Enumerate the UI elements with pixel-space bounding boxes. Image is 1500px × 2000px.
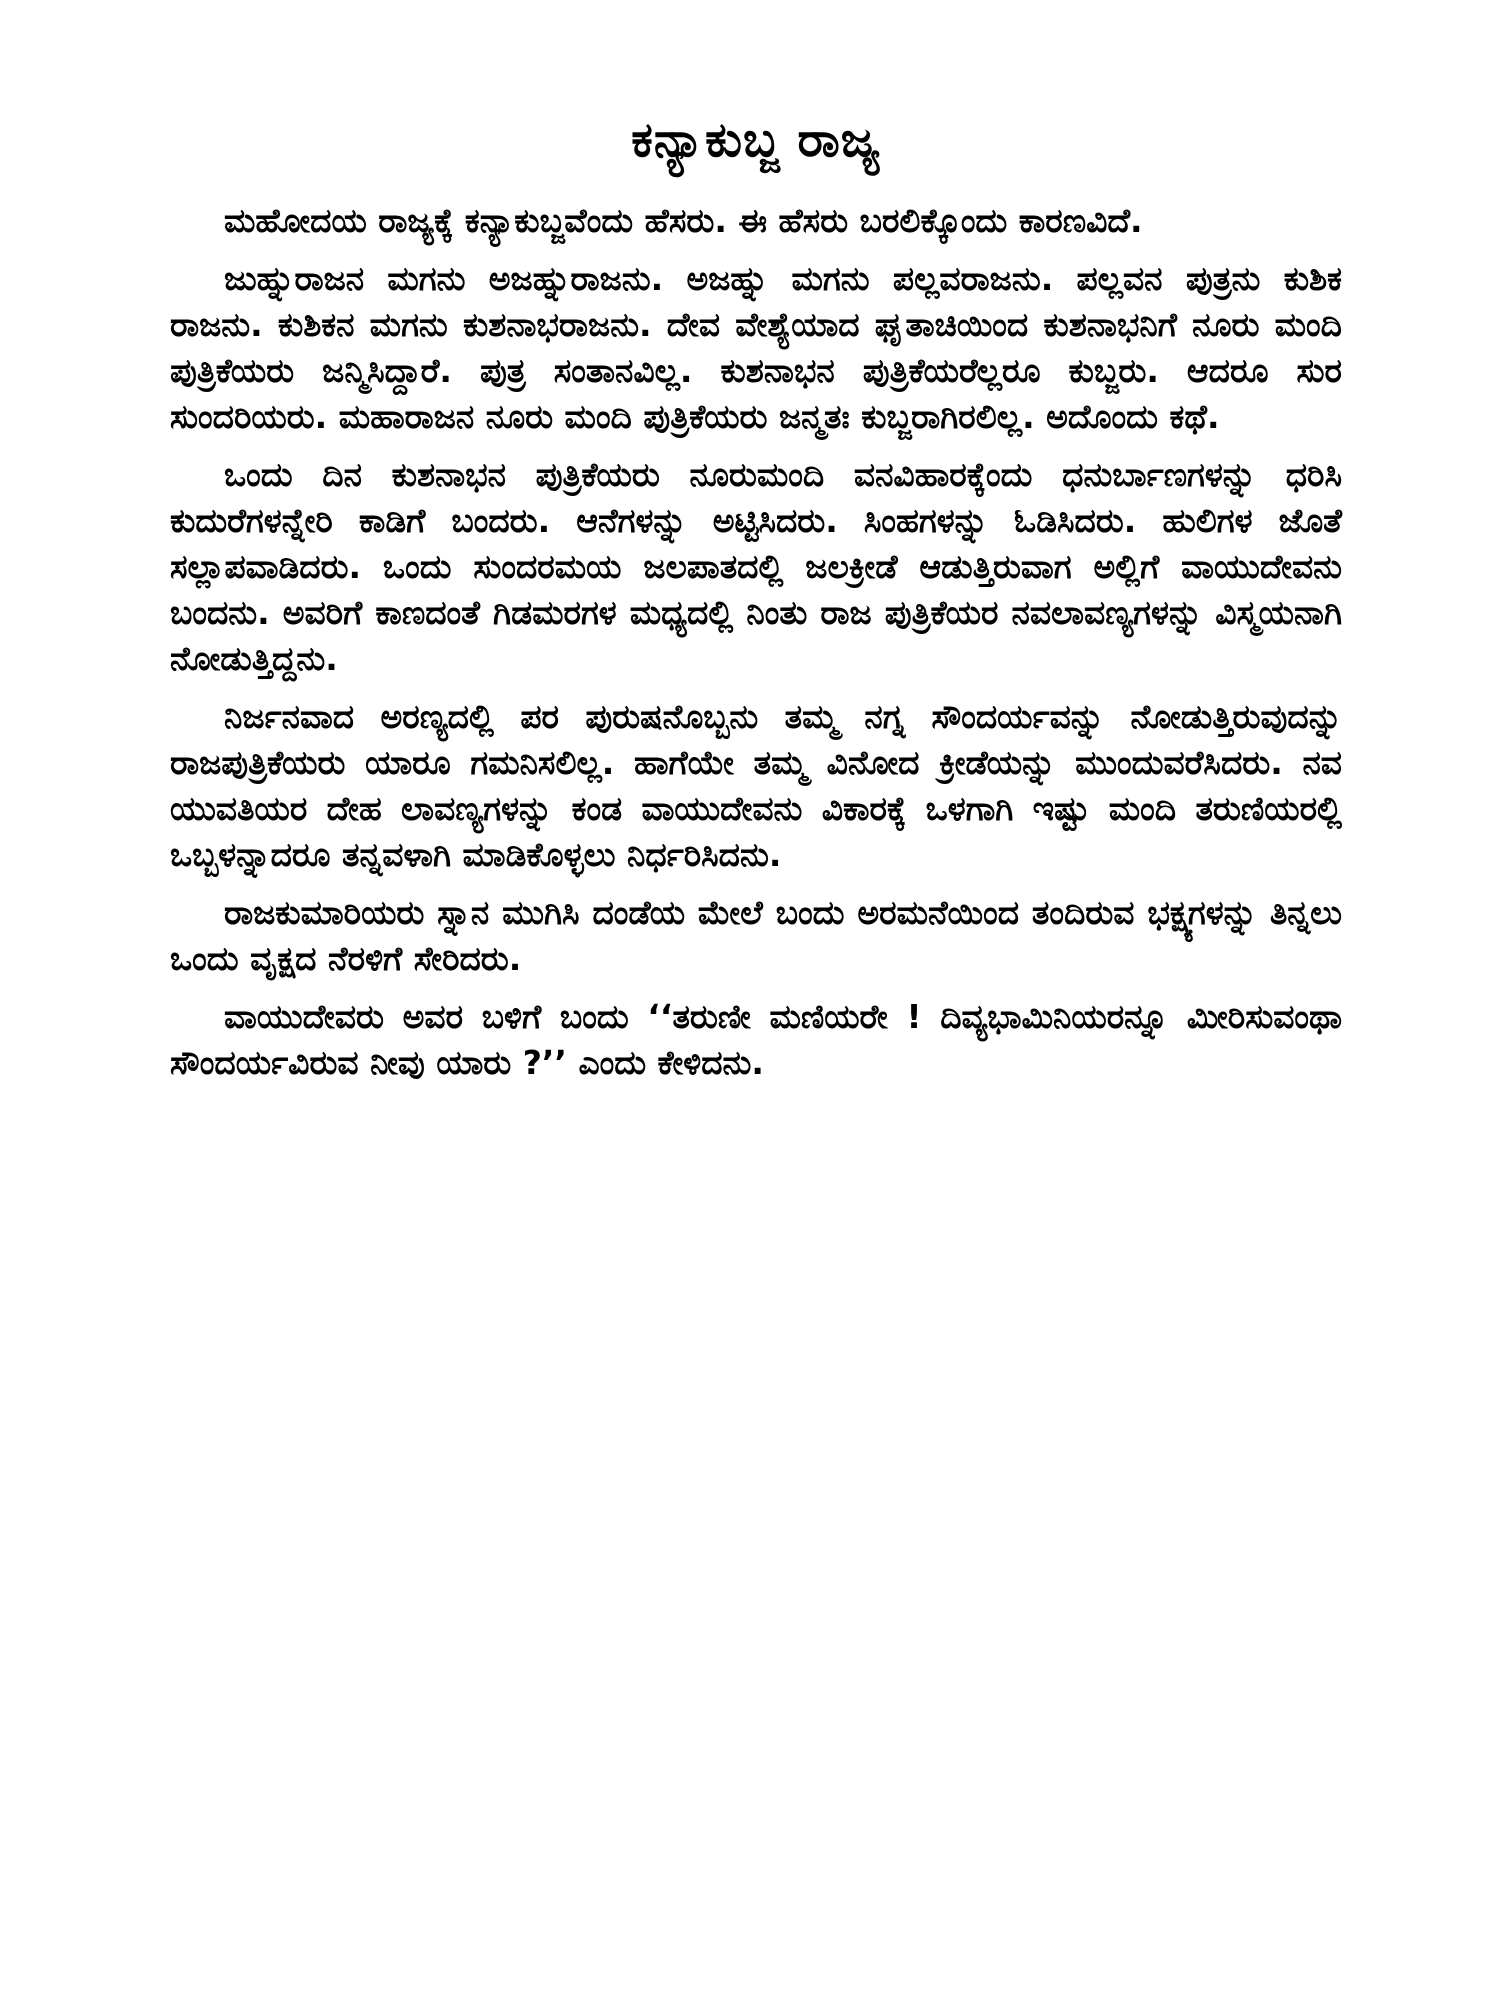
paragraph-6: ವಾಯುದೇವರು ಅವರ ಬಳಿಗೆ ಬಂದು ‘‘ತರುಣೀ ಮಣಿಯರೇ ! ದಿವ್ಯಭಾಮಿನಿಯರನ್ನೂ ಮೀರಿಸುವಂಥಾ ಸೌಂದರ್ಯವಿರುವ ನೀವು ಯಾರು ?’’ ಎಂದು ಕೇಳಿದನು. xyxy=(170,997,1342,1082)
page-title: ಕನ್ಯಾಕುಬ್ಜ ರಾಜ್ಯ xyxy=(631,112,881,168)
paragraph-3: ಒಂದು ದಿನ ಕುಶನಾಭನ ಪುತ್ರಿಕೆಯರು ನೂರುಮಂದಿ ವನವಿಹಾರಕ್ಕೆಂದು ಧನುರ್ಬಾಣಗಳನ್ನು ಧರಿಸಿ ಕುದುರೆಗಳನ್ನೇರಿ ಕಾಡಿಗೆ ಬಂದರು. ಆನೆಗಳನ್ನು ಅಟ್ಟಿಸಿದರು. ಸಿಂಹಗಳನ್ನು ಓಡಿಸಿದರು. ಹುಲಿಗಳ ಜೊತೆ ಸಲ್ಲಾಪವಾಡಿದರು. ಒಂದು ಸುಂದರಮಯ ಜಲಪಾತದಲ್ಲಿ ಜಲಕ್ರೀಡೆ ಆಡುತ್ತಿರುವಾಗ ಅಲ್ಲಿಗೆ ವಾಯುದೇವನು ಬಂದನು. ಅವರಿಗೆ ಕಾಣದಂತೆ ಗಿಡಮರಗಳ ಮಧ್ಯದಲ್ಲಿ ನಿಂತು ರಾಜ ಪುತ್ರಿಕೆಯರ ನವಲಾವಣ್ಯಗಳನ್ನು ವಿಸ್ಮಯನಾಗಿ ನೋಡುತ್ತಿದ್ದನು. xyxy=(170,455,1342,678)
paragraph-2: ಜುಹ್ನುರಾಜನ ಮಗನು ಅಜಹ್ನುರಾಜನು. ಅಜಹ್ನು ಮಗನು ಪಲ್ಲವರಾಜನು. ಪಲ್ಲವನ ಪುತ್ರನು ಕುಶಿಕ ರಾಜನು. ಕುಶಿಕನ ಮಗನು ಕುಶನಾಭರಾಜನು. ದೇವ ವೇಶ್ಯೆಯಾದ ಘೃತಾಚಿಯಿಂದ ಕುಶನಾಭನಿಗೆ ನೂರು ಮಂದಿ ಪುತ್ರಿಕೆಯರು ಜನ್ಮಿಸಿದ್ದಾರೆ. ಪುತ್ರ ಸಂತಾನವಿಲ್ಲ. ಕುಶನಾಭನ ಪುತ್ರಿಕೆಯರೆಲ್ಲರೂ ಕುಬ್ಜರು. ಆದರೂ ಸುರ ಸುಂದರಿಯರು. ಮಹಾರಾಜನ ನೂರು ಮಂದಿ ಪುತ್ರಿಕೆಯರು ಜನ್ಮತಃ ಕುಬ್ಜರಾಗಿರಲಿಲ್ಲ. ಅದೊಂದು ಕಥೆ. xyxy=(170,259,1342,436)
paragraph-4: ನಿರ್ಜನವಾದ ಅರಣ್ಯದಲ್ಲಿ ಪರ ಪುರುಷನೊಬ್ಬನು ತಮ್ಮ ನಗ್ನ ಸೌಂದರ್ಯವನ್ನು ನೋಡುತ್ತಿರುವುದನ್ನು ರಾಜಪುತ್ರಿಕೆಯರು ಯಾರೂ ಗಮನಿಸಲಿಲ್ಲ. ಹಾಗೆಯೇ ತಮ್ಮ ವಿನೋದ ಕ್ರೀಡೆಯನ್ನು ಮುಂದುವರೆಸಿದರು. ನವ ಯುವತಿಯರ ದೇಹ ಲಾವಣ್ಯಗಳನ್ನು ಕಂಡ ವಾಯುದೇವನು ವಿಕಾರಕ್ಕೆ ಒಳಗಾಗಿ ಇಷ್ಟು ಮಂದಿ ತರುಣಿಯರಲ್ಲಿ ಒಬ್ಬಳನ್ನಾದರೂ ತನ್ನವಳಾಗಿ ಮಾಡಿಕೊಳ್ಳಲು ನಿರ್ಧರಿಸಿದನು. xyxy=(170,697,1342,874)
paragraph-1: ಮಹೋದಯ ರಾಜ್ಯಕ್ಕೆ ಕನ್ಯಾಕುಬ್ಜವೆಂದು ಹೆಸರು. ಈ ಹೆಸರು ಬರಲಿಕ್ಕೊಂದು ಕಾರಣವಿದೆ. xyxy=(224,201,1143,240)
paragraph-5: ರಾಜಕುಮಾರಿಯರು ಸ್ನಾನ ಮುಗಿಸಿ ದಂಡೆಯ ಮೇಲೆ ಬಂದು ಅರಮನೆಯಿಂದ ತಂದಿರುವ ಭಕ್ಷ್ಯಗಳನ್ನು ತಿನ್ನಲು ಒಂದು ವೃಕ್ಷದ ನೆರಳಿಗೆ ಸೇರಿದರು. xyxy=(170,893,1342,978)
document-page xyxy=(170,110,1342,1098)
